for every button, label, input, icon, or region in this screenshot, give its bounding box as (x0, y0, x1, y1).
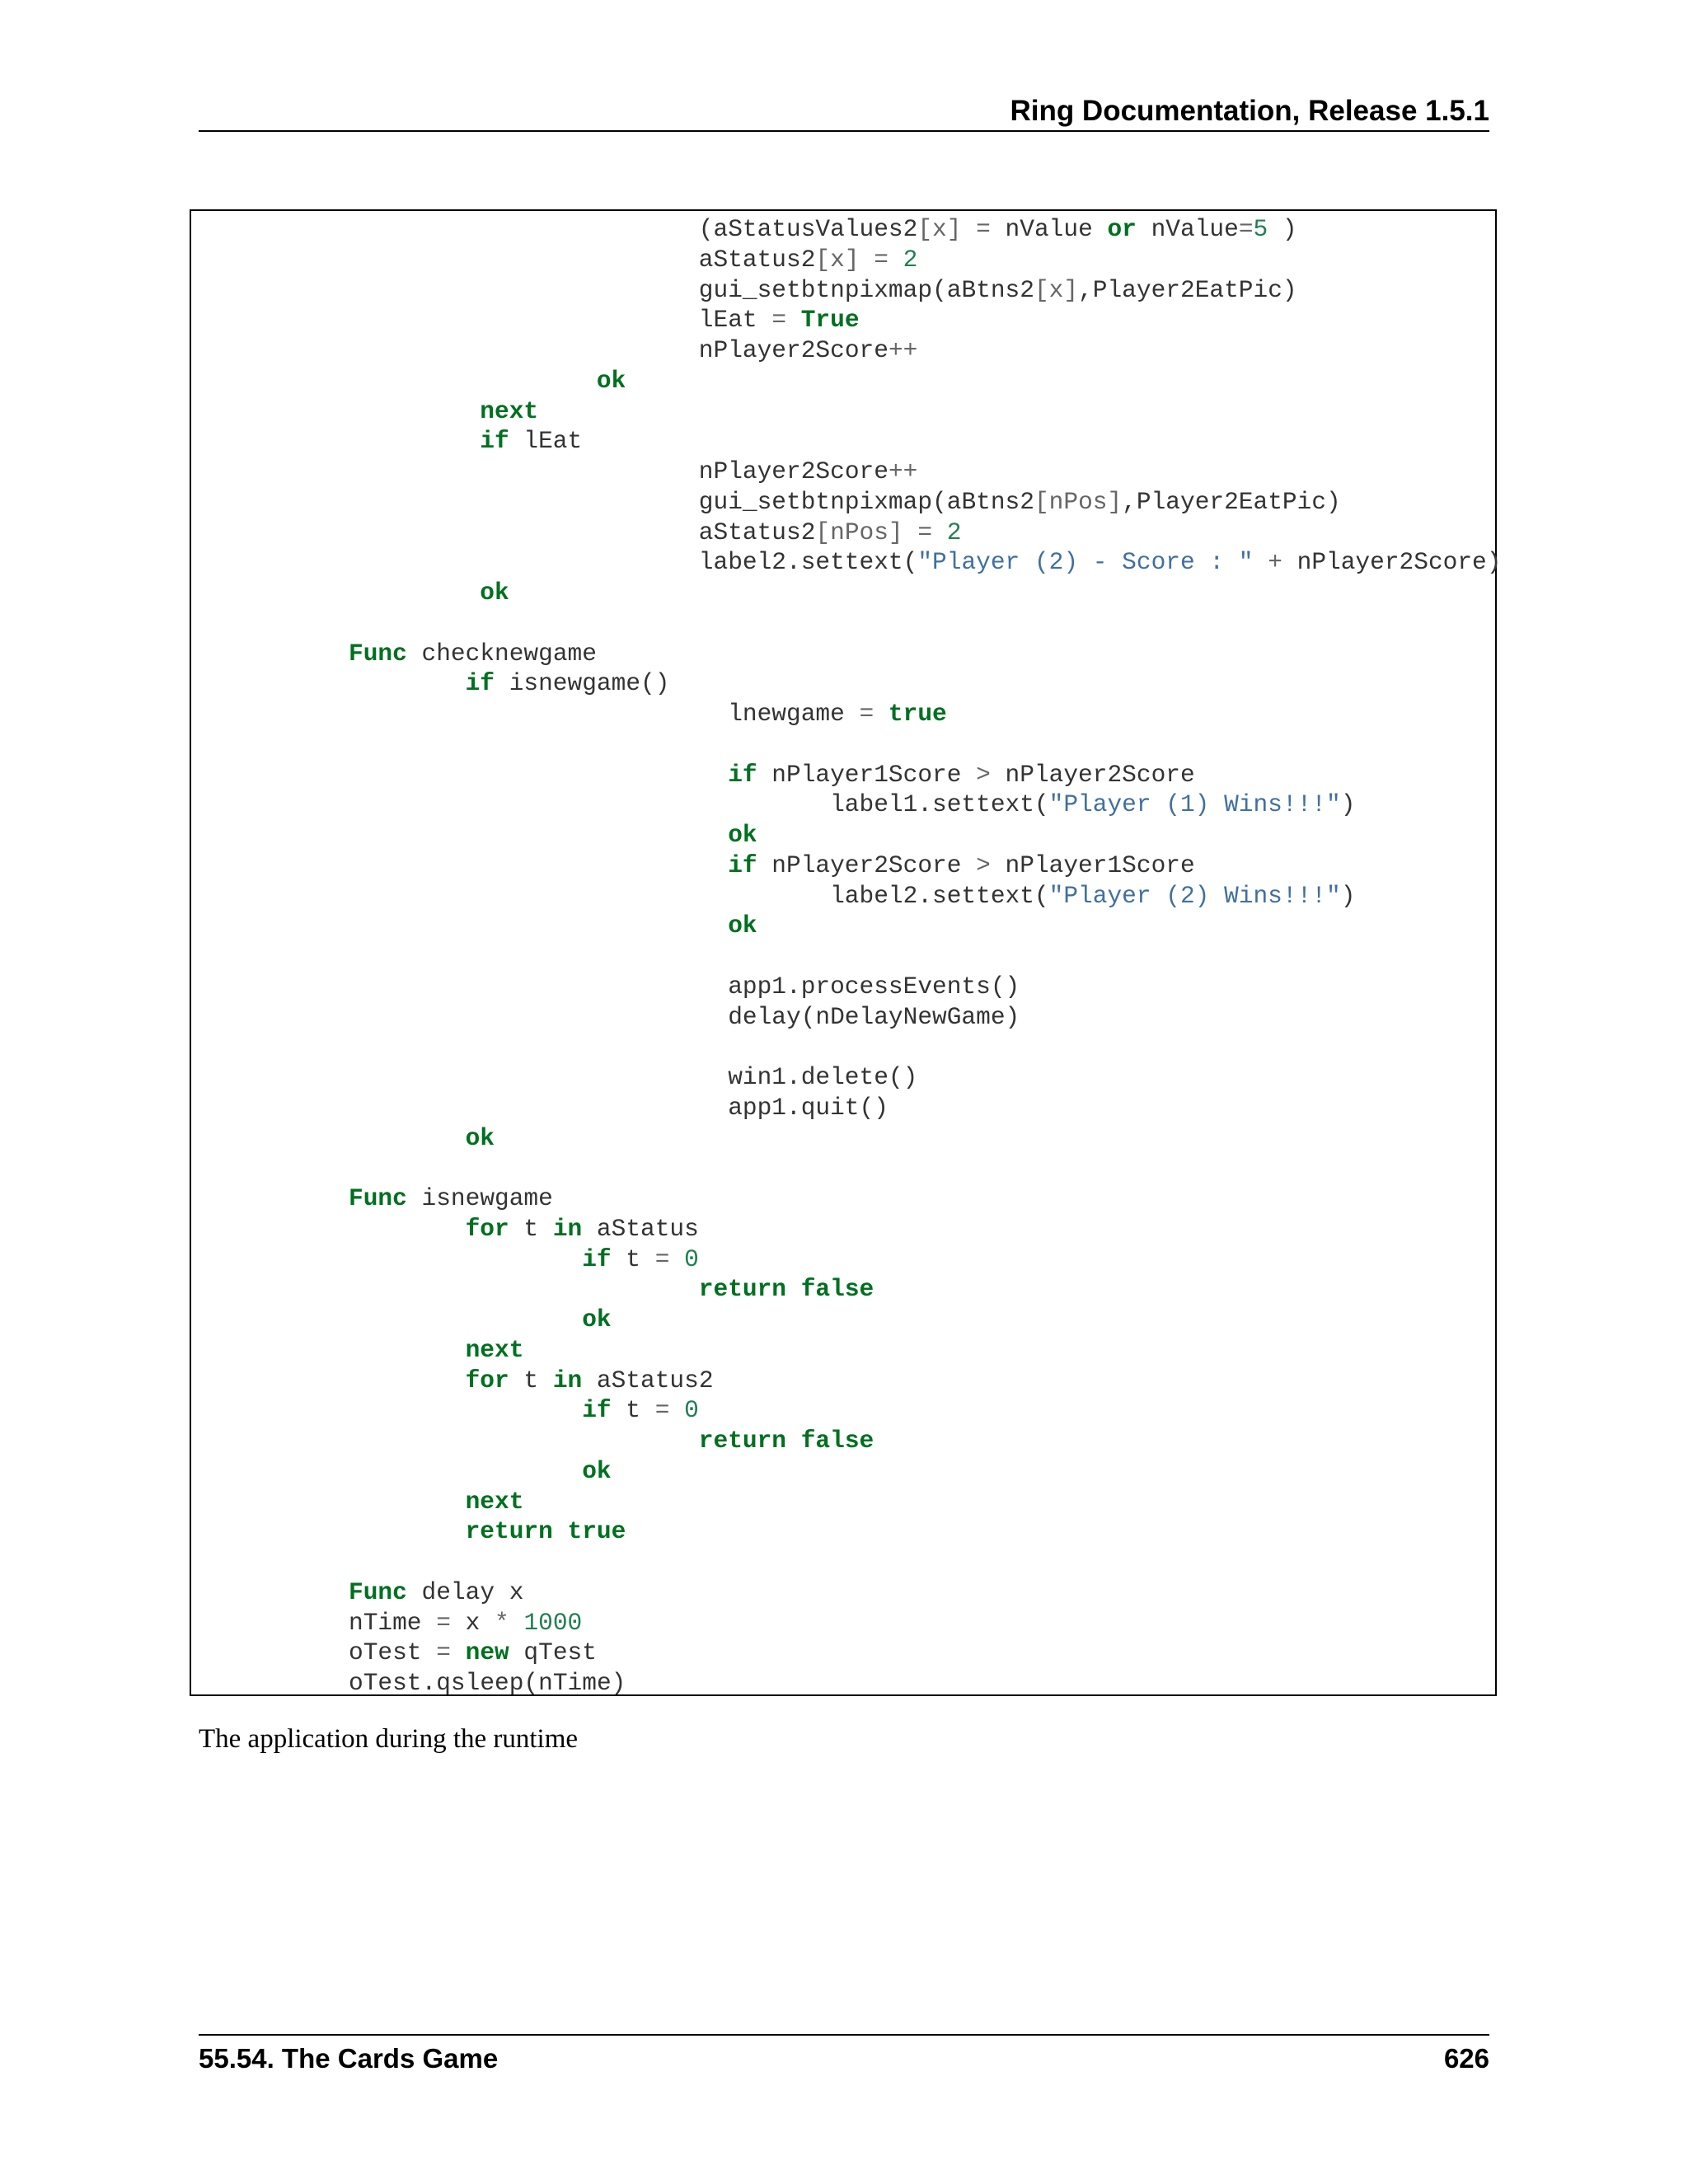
code-token: gui_setbtnpixmap(aBtns2 (698, 487, 1034, 516)
code-line (582, 1244, 699, 1274)
code-token: ok (480, 579, 509, 607)
code-token: = (771, 306, 787, 335)
code-line (699, 214, 1297, 244)
code-line (728, 699, 947, 729)
code-token: nTime (349, 1608, 437, 1637)
code-token: nPlayer2Score (990, 760, 1195, 789)
code-line (830, 790, 1355, 819)
code-token: isnewgame (406, 1184, 553, 1212)
code-line (466, 1487, 524, 1516)
code-line (466, 1123, 495, 1153)
code-token: if (582, 1396, 612, 1425)
code-token: ,Player2EatPic) (1078, 275, 1297, 304)
code-token: nPlayer2Score (698, 457, 889, 485)
code-token: aStatus2 (698, 245, 816, 274)
code-token: Func (349, 1184, 407, 1212)
code-token: new (465, 1638, 509, 1667)
code-token: in (552, 1366, 583, 1394)
code-token (1254, 548, 1268, 576)
code-token: [x] (815, 245, 860, 274)
footer-divider (199, 2034, 1489, 2036)
code-token: checknewgame (406, 639, 597, 668)
code-token: "Player (1) Wins!!!" (1048, 790, 1341, 819)
code-token: ++ (888, 336, 918, 364)
code-token: = (436, 1638, 451, 1667)
code-token: * (495, 1608, 509, 1637)
code-line (699, 275, 1297, 305)
code-line (728, 1002, 1020, 1032)
code-line (699, 245, 918, 274)
code-token (860, 246, 874, 274)
code-line (480, 396, 538, 426)
code-token: label2.settext( (698, 548, 918, 577)
code-line (466, 1366, 714, 1395)
code-token: t (509, 1366, 553, 1394)
code-token: 1000 (523, 1608, 583, 1637)
code-line (699, 335, 918, 365)
code-line (349, 1638, 597, 1667)
code-line (480, 426, 582, 456)
code-token: if (582, 1244, 612, 1273)
code-token: 2 (946, 518, 962, 546)
code-token: = (874, 245, 889, 274)
code-token: if (728, 851, 757, 879)
header-divider (199, 130, 1489, 132)
code-token: t (611, 1244, 655, 1273)
code-line (349, 1183, 553, 1213)
code-token: [x] (1034, 275, 1079, 304)
code-token: 2 (903, 245, 918, 274)
code-token: next (465, 1487, 524, 1516)
code-line (728, 760, 1195, 790)
code-token: aStatus (582, 1214, 699, 1243)
code-line (349, 1668, 626, 1698)
code-line (699, 487, 1341, 517)
code-token: Func (349, 639, 407, 668)
code-token: for (465, 1214, 509, 1243)
code-token: [nPos] (815, 518, 903, 546)
code-token: 5 (1253, 215, 1268, 243)
code-token: = (976, 215, 991, 243)
code-line (582, 1456, 611, 1486)
code-token: 0 (684, 1396, 699, 1425)
code-token: ++ (888, 457, 918, 485)
code-token (669, 1396, 684, 1424)
code-token: gui_setbtnpixmap(aBtns2 (698, 275, 1034, 304)
code-token: "Player (2) Wins!!!" (1048, 881, 1341, 910)
code-line (349, 1577, 523, 1607)
code-token (509, 1609, 524, 1637)
code-token: [nPos] (1034, 487, 1123, 516)
code-token: for (465, 1366, 509, 1394)
footer-section-title: 55.54. The Cards Game (199, 2043, 499, 2074)
code-line (480, 578, 509, 607)
code-token: Func (349, 1577, 407, 1606)
code-token: 0 (684, 1244, 699, 1273)
code-line (582, 1395, 699, 1425)
code-line (728, 1062, 917, 1092)
code-line (699, 305, 860, 335)
code-token: label1.settext( (830, 790, 1049, 819)
code-token: nPlayer2Score (698, 336, 889, 364)
code-token (903, 518, 918, 546)
code-token: app1.processEvents() (728, 972, 1020, 1001)
code-token: nPlayer2Score (757, 851, 977, 879)
code-token: "Player (2) - Score : " (917, 548, 1254, 577)
code-token: aStatus2 (698, 518, 816, 546)
code-token: + (1268, 548, 1282, 577)
code-line (582, 1305, 611, 1334)
code-token: return false (698, 1275, 874, 1304)
code-token: ) (1340, 881, 1356, 910)
code-token: = (859, 700, 874, 728)
code-token: ok (596, 366, 626, 395)
code-token: lEat (509, 427, 583, 456)
code-line (349, 1608, 582, 1638)
code-token (889, 246, 903, 274)
code-token: qTest (509, 1638, 597, 1667)
code-line (830, 881, 1355, 911)
code-token: or (1107, 215, 1137, 243)
code-token (669, 1245, 684, 1273)
code-token: ) (1268, 215, 1297, 243)
code-token: isnewgame() (495, 669, 670, 698)
code-token (451, 1638, 466, 1666)
code-token: x (450, 1608, 495, 1637)
code-token: if (480, 427, 509, 456)
code-line (699, 457, 918, 486)
code-token: [x] (917, 215, 962, 243)
code-token: > (976, 851, 991, 879)
code-token: nValue (990, 215, 1108, 243)
code-token: = (1238, 215, 1254, 243)
code-token: return false (698, 1427, 874, 1455)
code-line (728, 820, 757, 850)
code-token: = (436, 1608, 451, 1637)
code-token: ok (582, 1305, 612, 1333)
code-token: (aStatusValues2 (698, 215, 918, 243)
code-token: ) (1340, 790, 1356, 819)
code-line (699, 1426, 874, 1455)
code-token: true (888, 700, 947, 728)
code-token: ok (582, 1456, 612, 1485)
code-token (932, 518, 947, 546)
code-line (728, 1093, 889, 1122)
code-token: return true (465, 1517, 626, 1546)
code-token: lEat (698, 306, 772, 335)
code-token: next (465, 1335, 524, 1364)
code-token: ok (728, 912, 757, 940)
code-token: t (509, 1214, 553, 1243)
code-token: ,Player2EatPic) (1122, 487, 1341, 516)
code-token: ok (465, 1123, 495, 1152)
code-token: ok (728, 821, 757, 849)
code-line (466, 1335, 524, 1365)
code-token: delay x (406, 1577, 524, 1606)
code-line (597, 366, 626, 396)
code-line (728, 851, 1195, 880)
code-token: app1.quit() (728, 1093, 889, 1122)
code-block (190, 209, 1502, 1697)
code-token: next (480, 396, 539, 425)
code-line (699, 518, 962, 547)
body-caption: The application during the runtime (199, 1724, 579, 1754)
code-line (699, 1274, 874, 1304)
footer-page-number: 626 (1443, 2043, 1489, 2074)
code-token: oTest.qsleep(nTime) (349, 1669, 626, 1697)
code-line (466, 668, 670, 698)
code-token: > (976, 760, 991, 789)
code-token (961, 215, 976, 243)
code-line (728, 911, 757, 940)
code-token: if (465, 669, 495, 698)
code-token (874, 700, 889, 728)
code-token (786, 306, 801, 334)
code-token: oTest (349, 1638, 437, 1667)
code-line (699, 547, 1502, 577)
code-token: if (728, 760, 757, 789)
code-token: True (800, 306, 860, 335)
code-token: label2.settext( (830, 881, 1049, 910)
code-line (728, 972, 1020, 1001)
code-line (349, 639, 597, 668)
code-token: aStatus2 (582, 1366, 714, 1394)
code-token: in (552, 1214, 583, 1243)
code-line (466, 1214, 699, 1244)
code-token: nPlayer2Score) (1282, 548, 1502, 577)
code-token: delay(nDelayNewGame) (728, 1002, 1020, 1031)
code-line (466, 1516, 626, 1546)
code-token: nPlayer1Score (990, 851, 1195, 879)
code-token: = (654, 1396, 670, 1425)
code-token: = (654, 1244, 670, 1273)
code-token: nPlayer1Score (757, 760, 977, 789)
page-header-title: Ring Documentation, Release 1.5.1 (1010, 95, 1489, 127)
code-token: win1.delete() (728, 1063, 918, 1091)
code-token: = (917, 518, 933, 546)
code-token: nValue (1136, 215, 1239, 243)
code-token: lnewgame (728, 700, 860, 728)
code-token: t (611, 1396, 655, 1425)
